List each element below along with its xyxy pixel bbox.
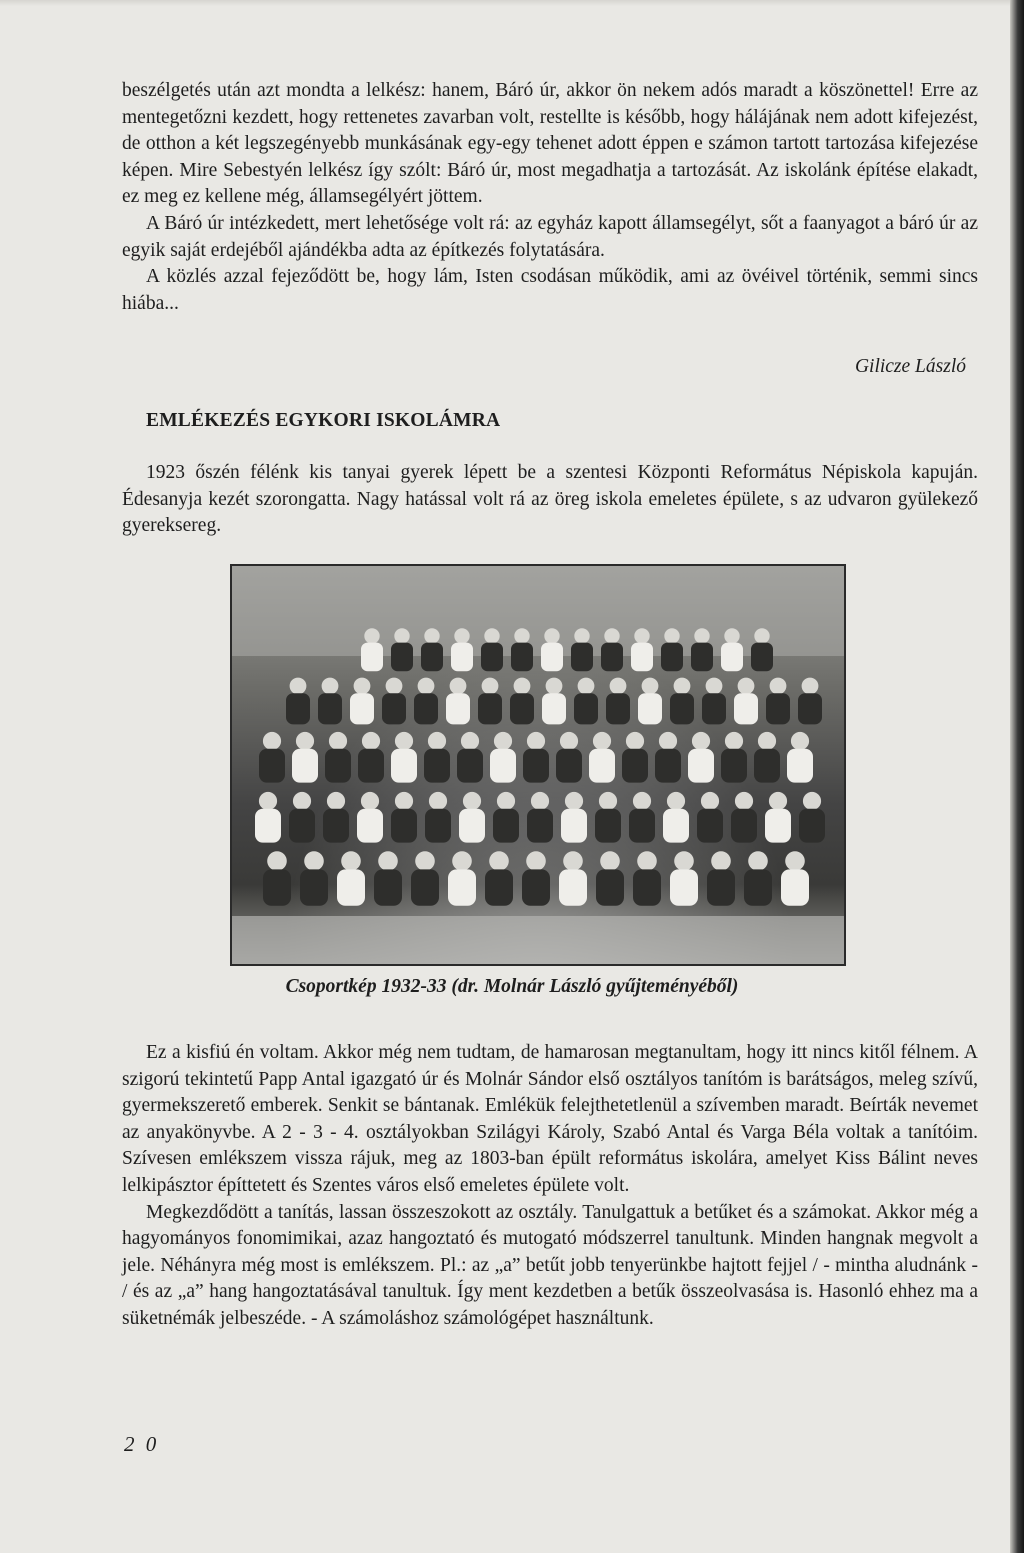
- person-face: [593, 732, 611, 750]
- person-face: [361, 792, 379, 810]
- person-face: [642, 678, 659, 695]
- person-body: [798, 693, 822, 724]
- person-face: [634, 628, 649, 643]
- person-body: [622, 749, 648, 783]
- person-face: [758, 732, 776, 750]
- person-face: [633, 792, 651, 810]
- person-body: [556, 749, 582, 783]
- person-body: [731, 809, 757, 843]
- person-body: [721, 749, 747, 783]
- intro-paragraph-3: A közlés azzal fejeződött be, hogy lám, Isten csodásan működik, ami az övéivel történik, semmi sincs hiába...: [122, 266, 978, 314]
- person-body: [631, 643, 653, 672]
- person-body: [255, 809, 281, 843]
- person-body: [596, 869, 624, 905]
- person-body: [522, 869, 550, 905]
- person-body: [286, 693, 310, 724]
- person-body: [629, 809, 655, 843]
- person-body: [523, 749, 549, 783]
- person-face: [546, 678, 563, 695]
- person-body: [391, 643, 413, 672]
- person-body: [734, 693, 758, 724]
- person-face: [354, 678, 371, 695]
- person-body: [542, 693, 566, 724]
- person-face: [364, 628, 379, 643]
- person-face: [454, 628, 469, 643]
- person-face: [489, 851, 509, 871]
- person-face: [514, 678, 531, 695]
- person-face: [514, 628, 529, 643]
- person-face: [341, 851, 361, 871]
- person-body: [411, 869, 439, 905]
- person-body: [561, 809, 587, 843]
- person-body: [263, 869, 291, 905]
- person-face: [694, 628, 709, 643]
- person-face: [259, 792, 277, 810]
- person-body: [446, 693, 470, 724]
- person-face: [738, 678, 755, 695]
- person-face: [290, 678, 307, 695]
- memory-paragraph-1: Ez a kisfiú én voltam. Akkor még nem tudtam, de hamarosan megtanultam, hogy itt nincs kitől félnem. A szigorú tekintetű Papp Antal igazgató úr és Molnár Sándor első osztályos tanítóm is barátságos, meleg szívű, gyermekszerető emberek. Senkit se bántanak. Emlékük felejthetetlenül a szívemben maradt. Beírták nevemet az anyakönyvbe. A 2 - 3 - 4. osztályokban Szilágyi Károly, Szabó Antal és Varga Béla voltak a tanítóim. Szívesen emlékszem vissza rájuk, meg az 1803-ban épült református iskolára, amelyet Kiss Bálint neves lelkipásztor építtetett és Szentes város első emeletes épülete volt.: [122, 1042, 978, 1196]
- person-face: [395, 792, 413, 810]
- person-face: [748, 851, 768, 871]
- person-body: [511, 643, 533, 672]
- person-body: [670, 869, 698, 905]
- person-body: [510, 693, 534, 724]
- person-face: [267, 851, 287, 871]
- person-body: [766, 693, 790, 724]
- person-body: [424, 749, 450, 783]
- person-face: [711, 851, 731, 871]
- person-body: [744, 869, 772, 905]
- person-face: [544, 628, 559, 643]
- person-face: [802, 678, 819, 695]
- person-face: [482, 678, 499, 695]
- person-body: [318, 693, 342, 724]
- person-body: [606, 693, 630, 724]
- person-face: [803, 792, 821, 810]
- person-body: [493, 809, 519, 843]
- person-body: [661, 643, 683, 672]
- person-body: [691, 643, 713, 672]
- person-face: [770, 678, 787, 695]
- person-body: [425, 809, 451, 843]
- person-body: [457, 749, 483, 783]
- person-face: [667, 792, 685, 810]
- person-body: [414, 693, 438, 724]
- person-face: [769, 792, 787, 810]
- person-body: [357, 809, 383, 843]
- person-face: [327, 792, 345, 810]
- person-face: [664, 628, 679, 643]
- person-face: [395, 732, 413, 750]
- person-face: [674, 851, 694, 871]
- person-body: [688, 749, 714, 783]
- author-signature: Gilicze László: [854, 356, 966, 377]
- person-face: [322, 678, 339, 695]
- person-body: [490, 749, 516, 783]
- intro-text: [122, 78, 978, 317]
- person-face: [578, 678, 595, 695]
- person-face: [296, 732, 314, 750]
- memory-text: [122, 1040, 978, 1333]
- person-face: [725, 732, 743, 750]
- person-face: [452, 851, 472, 871]
- person-body: [574, 693, 598, 724]
- page-top-shadow: [0, 0, 1024, 6]
- person-body: [481, 643, 503, 672]
- person-body: [391, 749, 417, 783]
- person-body: [337, 869, 365, 905]
- story-paragraph-1: 1923 őszén félénk kis tanyai gyerek lépett be a szentesi Központi Református Népiskola kapuján. Édesanyja kezét szorongatta. Nagy hatással volt rá az öreg iskola emeletes épülete, s az udvaron gyülekező gyereksereg.: [122, 462, 978, 537]
- person-face: [527, 732, 545, 750]
- person-face: [531, 792, 549, 810]
- person-body: [595, 809, 621, 843]
- person-face: [293, 792, 311, 810]
- intro-paragraph-2: A Báró úr intézkedett, mert lehetősége volt rá: az egyház kapott államsegélyt, sőt a faanyagot a báró úr az egyik saját erdejéből ajándékba adta az építkezés folytatására.: [122, 212, 978, 261]
- person-body: [638, 693, 662, 724]
- person-face: [626, 732, 644, 750]
- person-body: [259, 749, 285, 783]
- person-body: [300, 869, 328, 905]
- person-face: [263, 732, 281, 750]
- person-face: [724, 628, 739, 643]
- person-face: [378, 851, 398, 871]
- page-number: 2 0: [124, 1432, 160, 1456]
- person-body: [478, 693, 502, 724]
- person-body: [459, 809, 485, 843]
- person-body: [721, 643, 743, 672]
- person-body: [799, 809, 825, 843]
- group-photo-illustration: [232, 566, 844, 964]
- group-photo: [230, 564, 846, 966]
- story-text: [122, 460, 978, 540]
- person-face: [565, 792, 583, 810]
- person-face: [386, 678, 403, 695]
- person-body: [391, 809, 417, 843]
- photo-caption: Csoportkép 1932-33 (dr. Molnár László gyűjteményéből): [285, 976, 739, 997]
- memory-paragraph-2: Megkezdődött a tanítás, lassan összeszokott az osztály. Tanulgattuk a betűket és a számokat. Akkor még a hagyományos fonomimikai, azaz hangoztató és mutogató módszerrel tanultunk. Minden hangnak megvolt a jele. Néhányra még most is emlékszem. Pl.: az „a” betűt jobb tenyerünkbe hajtott fejjel / - mintha aludnánk - / és az „a” hang hangoztatásával tanultuk. Így ment kezdetben a betűk összeolvasása is. Hasonló ehhez ma a süketnémák jelbeszéde. - A számoláshoz számológépet használtunk.: [122, 1201, 978, 1329]
- person-body: [382, 693, 406, 724]
- person-body: [781, 869, 809, 905]
- person-face: [526, 851, 546, 871]
- person-body: [485, 869, 513, 905]
- person-face: [791, 732, 809, 750]
- person-body: [663, 809, 689, 843]
- person-face: [637, 851, 657, 871]
- person-body: [325, 749, 351, 783]
- person-face: [659, 732, 677, 750]
- person-body: [358, 749, 384, 783]
- person-body: [421, 643, 443, 672]
- section-heading: EMLÉKEZÉS EGYKORI ISKOLÁMRA: [146, 410, 501, 431]
- person-face: [418, 678, 435, 695]
- person-body: [323, 809, 349, 843]
- person-body: [374, 869, 402, 905]
- person-body: [448, 869, 476, 905]
- person-face: [362, 732, 380, 750]
- person-face: [706, 678, 723, 695]
- person-face: [560, 732, 578, 750]
- person-face: [610, 678, 627, 695]
- person-body: [292, 749, 318, 783]
- person-face: [484, 628, 499, 643]
- person-body: [697, 809, 723, 843]
- person-body: [527, 809, 553, 843]
- person-body: [702, 693, 726, 724]
- person-body: [559, 869, 587, 905]
- person-face: [329, 732, 347, 750]
- page-binding-edge: [1010, 0, 1024, 1553]
- person-face: [785, 851, 805, 871]
- person-face: [494, 732, 512, 750]
- person-face: [304, 851, 324, 871]
- person-body: [541, 643, 563, 672]
- person-face: [599, 792, 617, 810]
- person-face: [497, 792, 515, 810]
- person-body: [751, 643, 773, 672]
- person-face: [735, 792, 753, 810]
- person-body: [655, 749, 681, 783]
- person-body: [361, 643, 383, 672]
- person-face: [563, 851, 583, 871]
- person-face: [574, 628, 589, 643]
- person-face: [415, 851, 435, 871]
- person-face: [604, 628, 619, 643]
- person-body: [633, 869, 661, 905]
- person-body: [289, 809, 315, 843]
- person-face: [463, 792, 481, 810]
- person-body: [350, 693, 374, 724]
- person-body: [765, 809, 791, 843]
- person-face: [428, 732, 446, 750]
- person-face: [692, 732, 710, 750]
- person-body: [670, 693, 694, 724]
- intro-paragraph-1: beszélgetés után azt mondta a lelkész: hanem, Báró úr, akkor ön nekem adós maradt a köszönettel! Erre az mentegetőzni kezdett, hogy rettenetes zavarban volt, restellte is később, hogy hálájának nem adott kifejezést, de otthon a két legszegényebb munkásának egy-egy tehenet adott éppen e számon tartott tartozása kifejezése képen. Mire Sebestyén lelkész így szólt: Báró úr, most megadhatja a tartozását. Az iskolánk építése elakadt, ez meg ez kellene még, államsegélyért jöttem.: [122, 80, 978, 208]
- person-body: [707, 869, 735, 905]
- person-body: [589, 749, 615, 783]
- person-body: [787, 749, 813, 783]
- person-face: [754, 628, 769, 643]
- person-face: [701, 792, 719, 810]
- person-face: [429, 792, 447, 810]
- person-face: [674, 678, 691, 695]
- person-body: [601, 643, 623, 672]
- person-face: [424, 628, 439, 643]
- person-face: [600, 851, 620, 871]
- person-body: [571, 643, 593, 672]
- person-face: [394, 628, 409, 643]
- person-face: [450, 678, 467, 695]
- person-face: [461, 732, 479, 750]
- person-body: [451, 643, 473, 672]
- person-body: [754, 749, 780, 783]
